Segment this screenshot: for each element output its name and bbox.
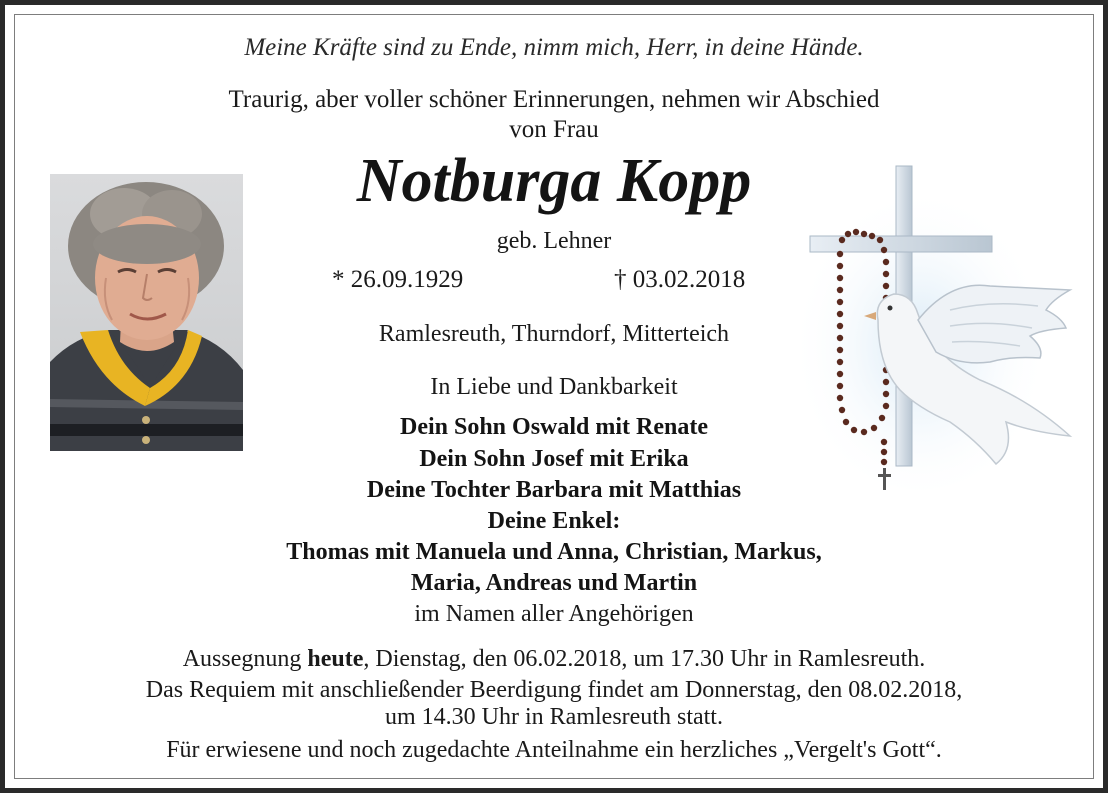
portrait-illustration-icon bbox=[50, 174, 243, 451]
mourner-line: Dein Sohn Josef mit Erika bbox=[419, 446, 689, 472]
thanks-line: Für erwiesene und noch zugedachte Anteilnahme ein herzliches „Vergelt's Gott“. bbox=[166, 737, 942, 763]
death-date: † 03.02.2018 bbox=[614, 266, 746, 293]
maiden-name: geb. Lehner bbox=[496, 228, 612, 254]
blessing-prefix: Aussegnung bbox=[182, 646, 308, 672]
requiem-line-1: Das Requiem mit anschließender Beerdigung findet am Donnerstag, den 08.02.2018, bbox=[145, 677, 963, 703]
birth-date: * 26.09.1929 bbox=[332, 266, 464, 293]
blessing-line bbox=[0, 646, 1108, 673]
love-line: In Liebe und Dankbarkeit bbox=[430, 374, 678, 400]
mourner-line: Dein Sohn Oswald mit Renate bbox=[399, 414, 709, 440]
blessing-emphasis: heute bbox=[307, 646, 364, 672]
intro-line-1: Traurig, aber voller schöner Erinnerungen, nehmen wir Abschied bbox=[228, 86, 880, 113]
mourner-line: Deine Tochter Barbara mit Matthias bbox=[366, 477, 742, 503]
grandchildren-heading: Deine Enkel: bbox=[487, 508, 621, 534]
mourner-line: Maria, Andreas und Martin bbox=[410, 570, 698, 596]
motto: Meine Kräfte sind zu Ende, nimm mich, Herr, in deine Hände. bbox=[244, 34, 864, 61]
mourner-line: Thomas mit Manuela und Anna, Christian, Markus, bbox=[286, 539, 822, 565]
cross-dove-rosary-illustration bbox=[800, 160, 1090, 500]
deceased-name: Notburga Kopp bbox=[356, 147, 752, 215]
places: Ramlesreuth, Thurndorf, Mitterteich bbox=[378, 321, 730, 347]
portrait-photo bbox=[50, 174, 243, 451]
intro-line-2: von Frau bbox=[509, 116, 599, 143]
cross-dove-icon bbox=[800, 160, 1090, 500]
relatives-line: im Namen aller Angehörigen bbox=[414, 601, 694, 627]
blessing-suffix: , Dienstag, den 06.02.2018, um 17.30 Uhr in Ramlesreuth. bbox=[363, 646, 926, 672]
requiem-line-2: um 14.30 Uhr in Ramlesreuth statt. bbox=[385, 704, 723, 730]
